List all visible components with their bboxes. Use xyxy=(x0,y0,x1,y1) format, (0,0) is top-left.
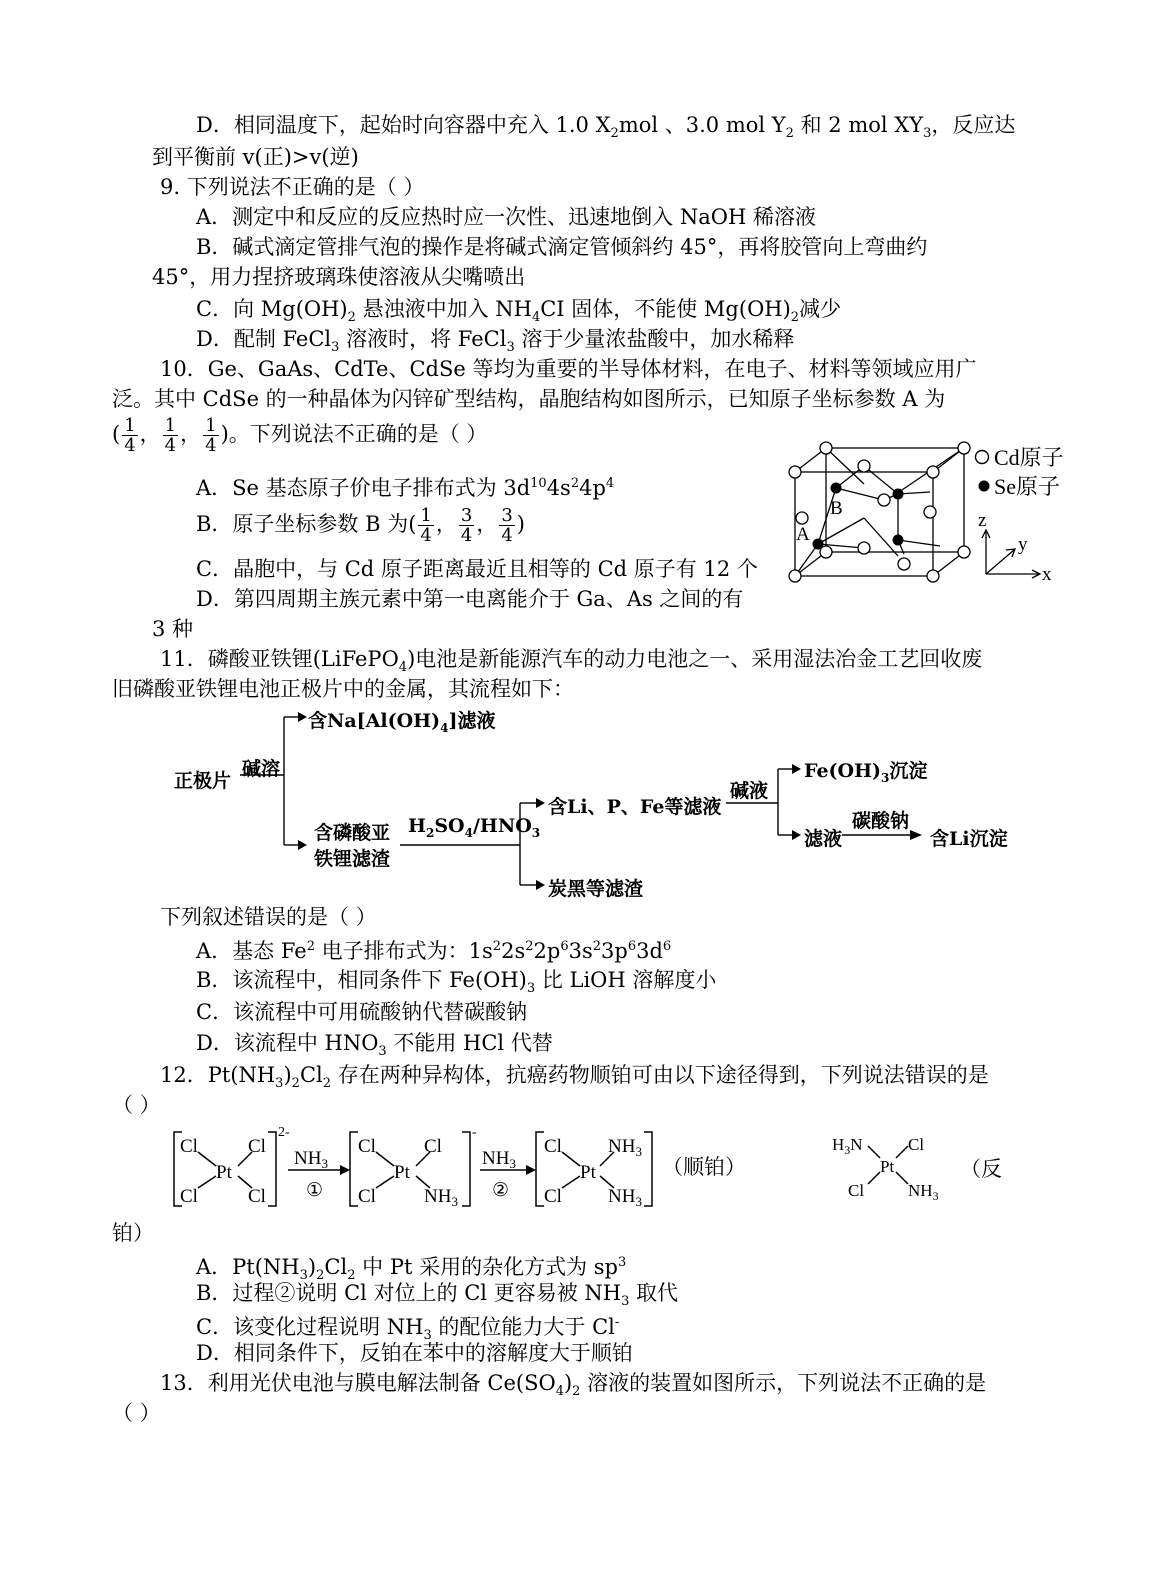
reagent-nh3: $NH_3$ xyxy=(482,1148,516,1171)
q12-option-d: D．相同条件下，反铂在苯中的溶解度大于顺铂 xyxy=(196,1341,633,1365)
ligand-cl: Cl xyxy=(908,1135,925,1154)
axis-y: y xyxy=(1018,534,1028,555)
metal-pt: Pt xyxy=(394,1162,410,1183)
atom-label-b: B xyxy=(830,498,843,519)
q10-option-b: B．原子坐标参数 B 为( $\frac{1}{4}$ ， $\frac{3}{4}$ ， $\frac{3}{4}$ ) xyxy=(196,505,525,546)
q11-option-d: D．该流程中 $HNO_3$ 不能用 HCl 代替 xyxy=(196,1031,553,1060)
q12-wrap-text: 铂） xyxy=(112,1221,154,1245)
flow-alkali-solution: 碱液 xyxy=(730,780,769,802)
ligand-nh3: $NH_3$ xyxy=(424,1186,458,1209)
q13-stem-line1: 13．利用光伏电池与膜电解法制备 $Ce(SO_4)_2$ 溶液的装置如图所示，下列说法不正确的是 xyxy=(160,1371,987,1400)
cd-atom xyxy=(858,542,870,554)
q10-option-d: D．第四周期主族元素中第一电离能介于 Ga、As 之间的有 xyxy=(196,587,744,611)
ligand-cl: Cl xyxy=(424,1136,442,1157)
step-2: ② xyxy=(492,1180,510,1201)
q12-option-b: B．过程②说明 Cl 对位上的 Cl 更容易被 $NH_3$ 取代 xyxy=(196,1281,679,1310)
q8-option-d: D．相同温度下，起始时向容器中充入 1.0 $X_2mol$ 、3.0 mol $Y_2$ 和 2 mol $XY_3$，反应达 xyxy=(196,113,1016,142)
ligand-nh3: $NH_3$ xyxy=(608,1136,642,1159)
q10-stem-line3: ( $\frac{1}{4}$ ， $\frac{1}{4}$ ， $\frac{1}{4}$ )。下列说法不正确的是（ ） xyxy=(112,415,488,456)
q11-option-c: C．该流程中可用硫酸钠代替碳酸钠 xyxy=(196,1000,528,1024)
cd-atom xyxy=(927,570,939,582)
metal-pt: Pt xyxy=(216,1162,232,1183)
coordinate-axes xyxy=(982,530,1040,578)
q8-option-d-cont: 到平衡前 v(正)>v(逆) xyxy=(152,145,359,169)
ligand-nh3: $NH_3$ xyxy=(908,1181,939,1203)
q10-option-c: C．晶胞中，与 Cd 原子距离最近且相等的 Cd 原子有 12 个 xyxy=(196,557,758,581)
flow-precip-feoh3: $Fe(OH)_3$沉淀 xyxy=(804,760,928,785)
cisplatin-reaction-scheme xyxy=(168,1122,1038,1214)
flow-residue-lifepo4-2: 铁锂滤渣 xyxy=(314,848,391,870)
cd-atom xyxy=(958,546,970,558)
cisplatin-label: （顺铂） xyxy=(662,1155,746,1179)
cd-atom xyxy=(796,512,808,524)
axis-x: x xyxy=(1042,564,1052,585)
axis-z: z xyxy=(978,510,987,531)
ligand-cl: Cl xyxy=(248,1136,266,1157)
ligand-cl: Cl xyxy=(180,1186,198,1207)
se-atom xyxy=(893,489,904,500)
q11-stem-line1: 11．磷酸亚铁锂(LiFePO$_4$)电池是新能源汽车的动力电池之一、采用湿法冶金工艺回收废 xyxy=(160,647,983,676)
se-atom xyxy=(893,535,904,546)
q9-option-c: C．向 $Mg(OH)_2$ 悬浊液中加入 $NH_4CI$ 固体，不能使 $Mg(OH)_2$减少 xyxy=(196,297,842,326)
q12-stem-line2: （ ） xyxy=(112,1093,161,1117)
q12-stem-line1: 12．$Pt(NH_3)_2Cl_2$ 存在两种异构体，抗癌药物顺铂可由以下途径得到，下列说法错误的是 xyxy=(160,1063,989,1092)
cd-atom xyxy=(924,506,936,518)
ligand-cl: Cl xyxy=(544,1136,562,1157)
legend-cd: Cd原子 xyxy=(994,445,1064,470)
transplatin-label: （反 xyxy=(960,1157,1002,1181)
q13-stem-line2: （ ） xyxy=(112,1401,161,1425)
q10-option-a: A．Se 基态原子价电子排布式为 $3d^{10}4s^24p^4$ xyxy=(196,476,615,500)
q11-option-b: B．该流程中，相同条件下 $Fe(OH)_3$ 比 LiOH 溶解度小 xyxy=(196,968,717,997)
cd-atom xyxy=(858,460,870,472)
crystal-cell-figure xyxy=(780,436,1080,592)
flow-residue-carbon: 炭黑等滤渣 xyxy=(548,878,644,900)
charge-minus: - xyxy=(472,1125,477,1140)
flow-reagent-na2co3: 碳酸钠 xyxy=(852,810,910,832)
ligand-cl: Cl xyxy=(248,1186,266,1207)
q10-stem-line2: 泛。其中 CdSe 的一种晶体为闪锌矿型结构，晶胞结构如图所示，已知原子坐标参数 A 为 xyxy=(112,387,946,411)
reagent-nh3: $NH_3$ xyxy=(294,1148,328,1171)
q10-option-d-cont: 3 种 xyxy=(152,617,194,641)
cd-atom xyxy=(878,494,890,506)
cd-atom xyxy=(789,466,801,478)
q12-option-a: A．$Pt(NH_3)_2Cl_2$ 中 Pt 采用的杂化方式为 $sp^3$ xyxy=(196,1255,627,1284)
flow-filtrate-naaloh4: 含$Na[Al(OH)_4]$滤液 xyxy=(308,710,496,735)
step-1: ① xyxy=(306,1180,324,1201)
charge-2minus: 2- xyxy=(278,1125,290,1140)
se-atom xyxy=(831,483,842,494)
ligand-cl: Cl xyxy=(180,1136,198,1157)
legend-se-marker xyxy=(979,481,990,492)
bond xyxy=(898,540,940,546)
legend-cd-marker xyxy=(976,451,989,464)
bond xyxy=(836,488,884,500)
cd-atom xyxy=(820,442,832,454)
ligand-h3n: $H_3N$ xyxy=(832,1135,863,1157)
flow-acid-reagent: $H_2SO_4/HNO_3$ xyxy=(408,815,541,840)
q11-stem-line2: 旧磷酸亚铁锂电池正极片中的金属，其流程如下： xyxy=(112,677,574,701)
ligand-cl: Cl xyxy=(358,1186,376,1207)
q11-option-a: A．基态 Fe$^2$ 电子排布式为：$1s^22s^22p^63s^23p^63d^6$ xyxy=(196,939,672,963)
flow-residue-lifepo4-1: 含磷酸亚 xyxy=(314,822,391,844)
cd-atom xyxy=(958,442,970,454)
flow-product-li-precip: 含Li沉淀 xyxy=(930,828,1008,850)
cd-atom xyxy=(898,558,910,570)
flow-filtrate3: 滤液 xyxy=(804,828,843,850)
se-atom xyxy=(813,539,824,550)
cd-atom xyxy=(927,466,939,478)
ligand-cl: Cl xyxy=(544,1186,562,1207)
q9-option-a: A．测定中和反应的反应热时应一次性、迅速地倒入 NaOH 稀溶液 xyxy=(196,205,816,229)
q9-stem: 9. 下列说法不正确的是（ ） xyxy=(160,175,425,199)
q9-option-b-cont: 45°，用力捏挤玻璃珠使溶液从尖嘴喷出 xyxy=(152,265,526,289)
ligand-cl: Cl xyxy=(848,1181,865,1200)
q9-option-b: B．碱式滴定管排气泡的操作是将碱式滴定管倾斜约 45°，再将胶管向上弯曲约 xyxy=(196,235,928,259)
flow-step-alkali-dissolve: 碱溶 xyxy=(242,758,281,780)
metal-pt: Pt xyxy=(580,1162,596,1183)
cd-atom xyxy=(789,570,801,582)
q11-question: 下列叙述错误的是（ ） xyxy=(160,905,377,929)
metal-pt: Pt xyxy=(880,1157,895,1176)
ligand-nh3: $NH_3$ xyxy=(608,1186,642,1209)
flow-start-electrode: 正极片 xyxy=(174,770,232,792)
q10-stem-line1: 10．Ge、GaAs、CdTe、CdSe 等均为重要的半导体材料，在电子、材料等领域应用广 xyxy=(160,357,977,381)
ligand-cl: Cl xyxy=(358,1136,376,1157)
atom-label-a: A xyxy=(796,524,810,545)
q9-option-d: D．配制 FeCl$_3$ 溶液时，将 FeCl$_3$ 溶于少量浓盐酸中，加水稀释 xyxy=(196,327,795,356)
flow-filtrate-li-p-fe: 含Li、P、Fe等滤液 xyxy=(548,796,722,818)
legend-se: Se原子 xyxy=(994,474,1061,499)
q12-option-c: C．该变化过程说明 $NH_3$ 的配位能力大于 Cl- xyxy=(196,1315,620,1344)
